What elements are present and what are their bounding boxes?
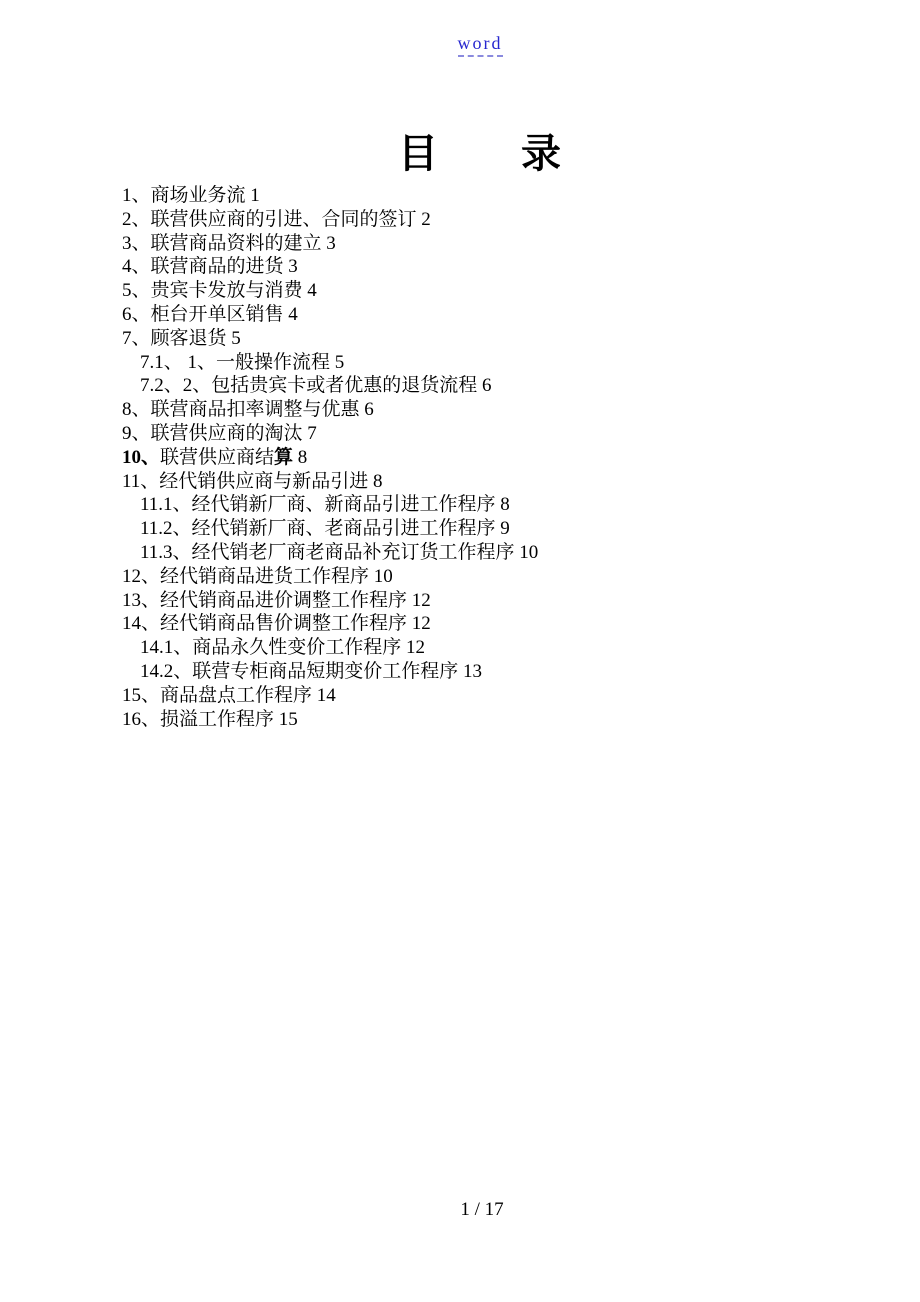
toc-entry[interactable] (140, 517, 538, 541)
toc-entry-text: 7、顾客退货 5 (122, 327, 241, 349)
toc-entry-text: 8 (293, 446, 308, 468)
word-header-link[interactable]: word (458, 33, 503, 57)
toc-entry[interactable] (122, 184, 538, 208)
toc-entry[interactable] (140, 541, 538, 565)
toc-entry[interactable] (122, 279, 538, 303)
toc-entry[interactable] (140, 374, 538, 398)
toc-entry-text: 15、商品盘点工作程序 14 (122, 684, 336, 706)
toc-entry-text: 11.2、经代销新厂商、老商品引进工作程序 9 (140, 518, 510, 540)
toc-entry-text: 4、联营商品的进货 3 (122, 256, 298, 278)
toc-entry-text: 8、联营商品扣率调整与优惠 6 (122, 399, 374, 421)
toc-title: 目 录 (398, 131, 562, 176)
toc-entry[interactable] (122, 612, 538, 636)
toc-entry-text: 7.1、 1、一般操作流程 5 (140, 351, 345, 373)
toc-entry[interactable] (140, 636, 538, 660)
toc-entry[interactable] (122, 684, 538, 708)
toc-entry-text: 1、商场业务流 1 (122, 185, 260, 206)
toc-entry-text: 5、贵宾卡发放与消费 4 (122, 280, 317, 302)
toc-entry[interactable] (122, 422, 538, 446)
toc-entry-text: 11.1、经代销新厂商、新商品引进工作程序 8 (140, 494, 510, 516)
toc-entry[interactable] (140, 493, 538, 517)
toc-entry-text: 16、损溢工作程序 15 (122, 708, 298, 730)
toc-entry[interactable] (140, 351, 538, 375)
toc-entry-text: 9、联营供应商的淘汰 7 (122, 422, 317, 444)
page-header (20, 33, 920, 57)
toc-entry-text: 10、 (122, 446, 161, 468)
toc-entry-text: 7.2、2、包括贵宾卡或者优惠的退货流程 6 (140, 375, 492, 397)
toc-entry[interactable] (122, 446, 538, 470)
toc-entry[interactable] (122, 565, 538, 589)
toc-entry-text: 算 (274, 446, 294, 468)
toc-entry[interactable] (122, 708, 538, 732)
toc-entry[interactable] (122, 255, 538, 279)
page-number-indicator: 1 / 17 (460, 1199, 504, 1220)
toc-entry-text: 14.1、商品永久性变价工作程序 12 (140, 637, 426, 659)
toc-entry-text: 14.2、联营专柜商品短期变价工作程序 13 (140, 660, 483, 682)
toc-entry-text: 联营供应商结 (160, 446, 275, 468)
toc-entry-text: 13、经代销商品进价调整工作程序 12 (122, 589, 431, 611)
toc-entry-text: 6、柜台开单区销售 4 (122, 303, 298, 325)
toc-entry[interactable] (122, 470, 538, 494)
toc-entry-text: 14、经代销商品售价调整工作程序 12 (122, 613, 431, 635)
toc-list (122, 184, 538, 731)
toc-entry-text: 2、联营供应商的引进、合同的签订 2 (122, 208, 431, 230)
toc-entry-text: 11.3、经代销老厂商老商品补充订货工作程序 10 (140, 541, 539, 563)
toc-entry[interactable] (122, 303, 538, 327)
toc-entry[interactable] (122, 589, 538, 613)
toc-entry-text: 11、经代销供应商与新品引进 8 (122, 470, 383, 492)
toc-entry[interactable] (122, 232, 538, 256)
toc-entry[interactable] (122, 208, 538, 232)
toc-entry-text: 12、经代销商品进货工作程序 10 (122, 565, 393, 587)
toc-entry[interactable] (140, 660, 538, 684)
toc-entry[interactable] (122, 327, 538, 351)
toc-entry-text: 3、联营商品资料的建立 3 (122, 232, 336, 254)
toc-entry[interactable] (122, 398, 538, 422)
page-footer (22, 1199, 920, 1221)
